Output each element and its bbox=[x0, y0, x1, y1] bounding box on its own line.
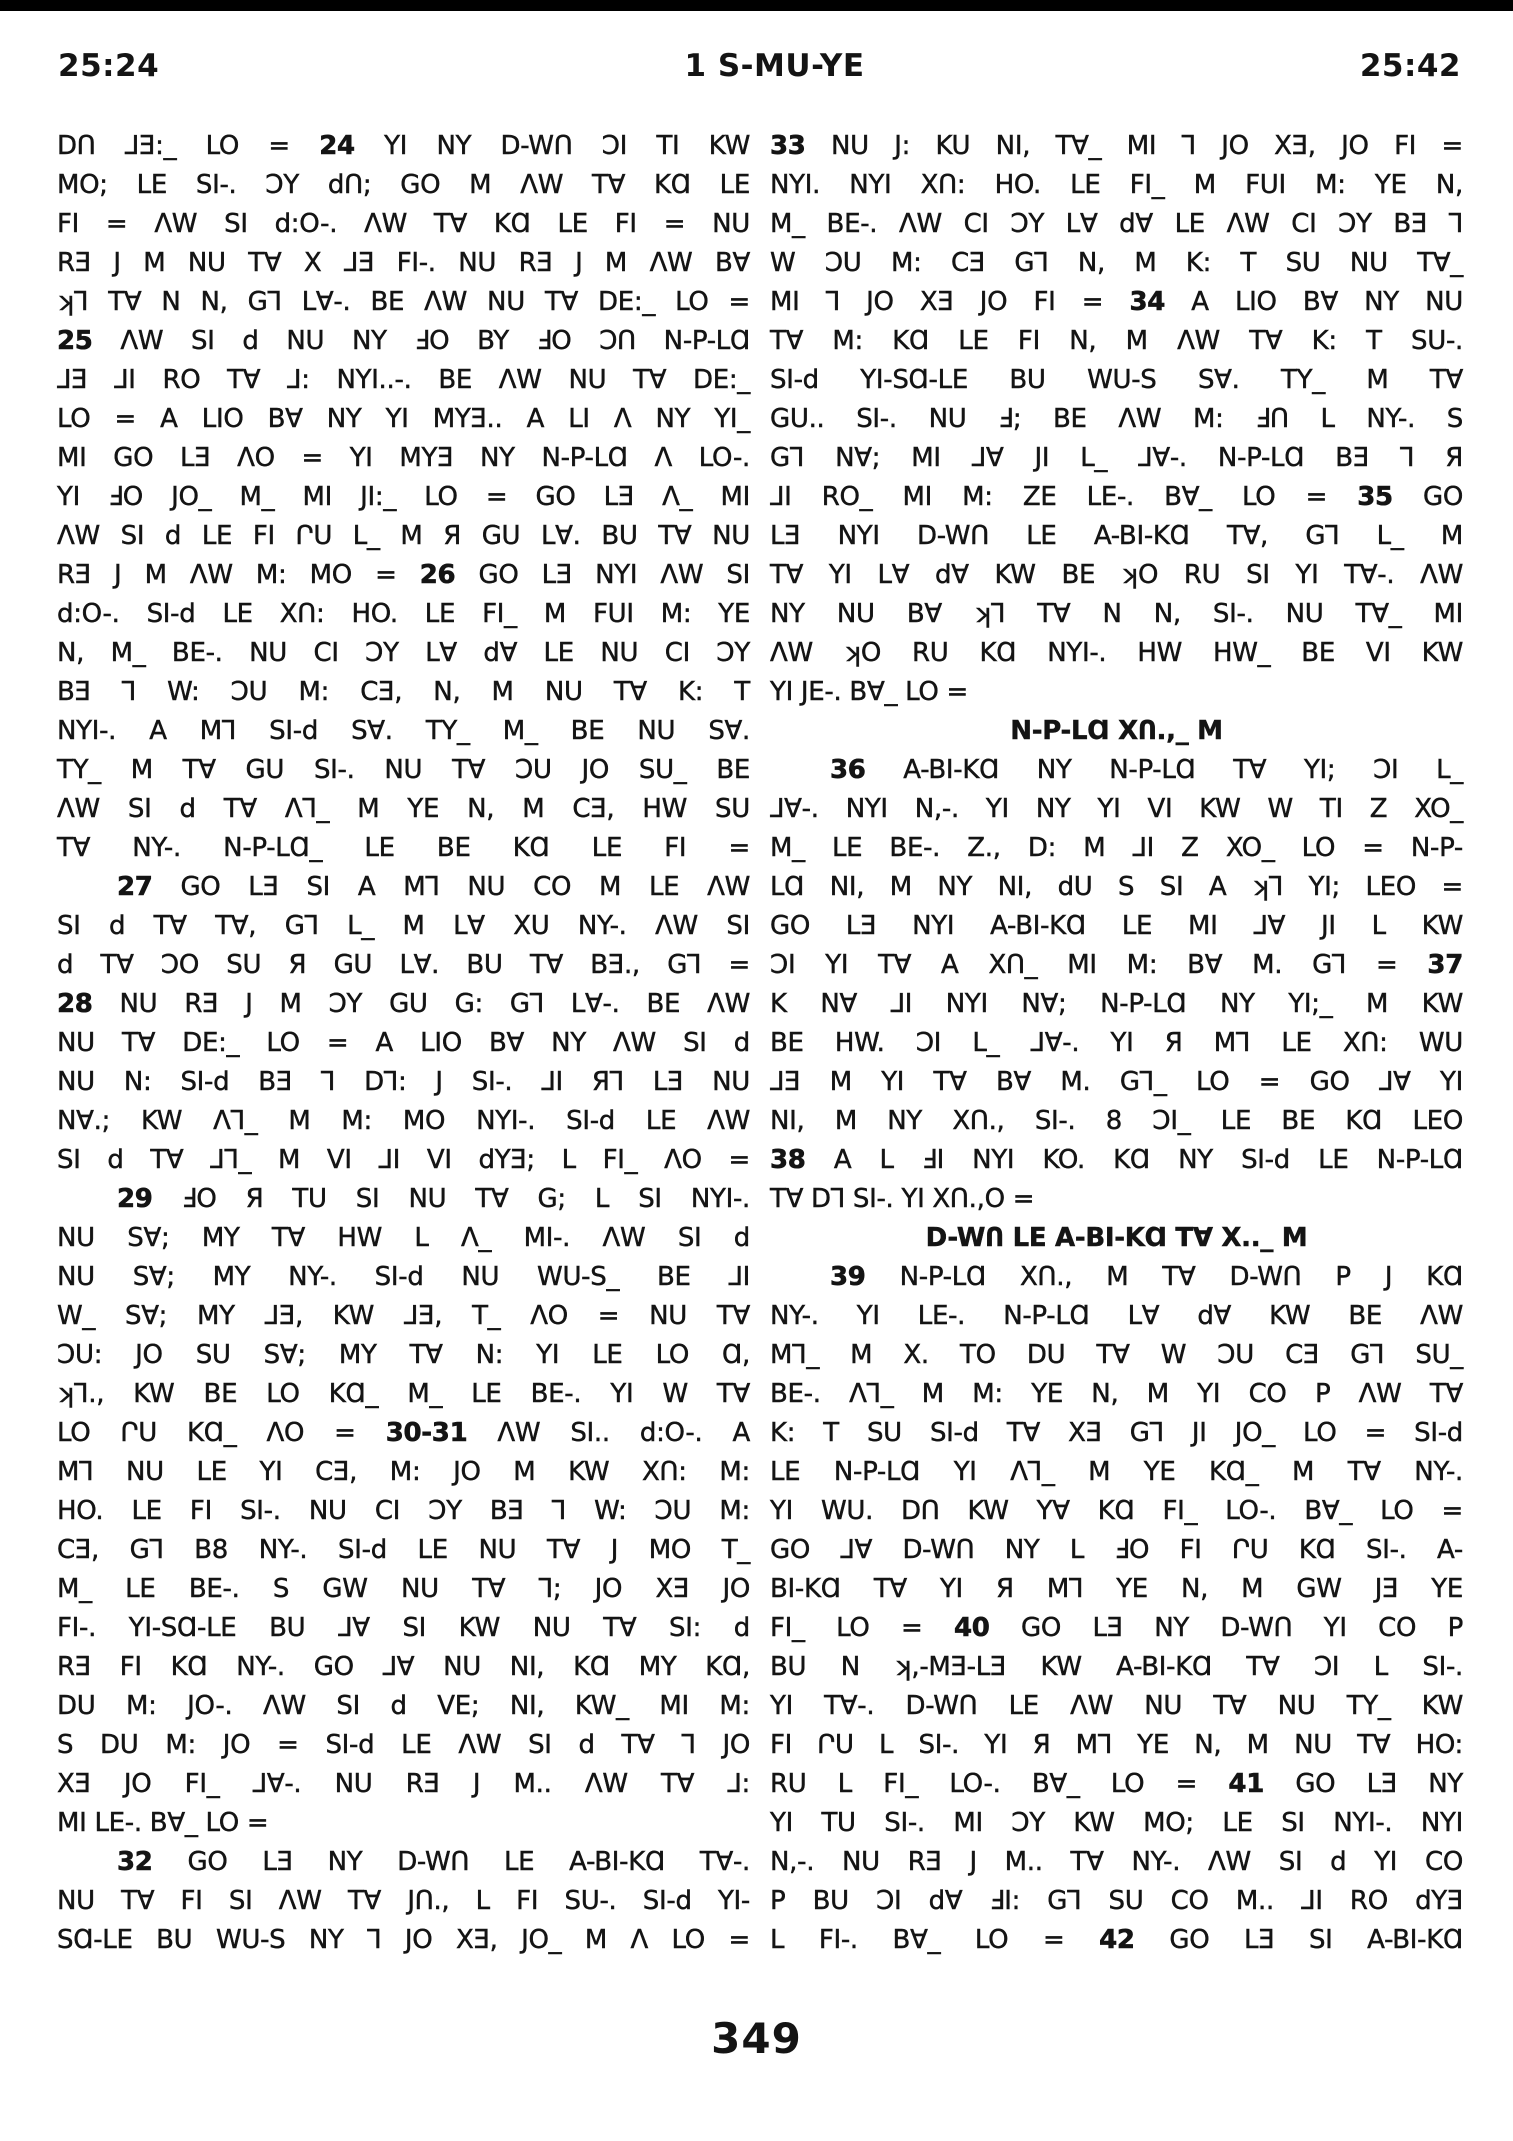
text-line: DՈ ⅃Ǝ:_ LO = 24 YI NY D-WՈ ƆI TI KW bbox=[57, 131, 750, 161]
text-line: ⅃Ǝ ⅃I RO T∀ ⅃: NYI..-. BE ɅW NU T∀ DE:_ bbox=[57, 365, 750, 395]
text-line: FI ՐU L SI-. YI Я M⅂ YE N, M NU T∀ HO: bbox=[770, 1730, 1463, 1760]
text-line: GO LƎ NYI A-BI-KⱭ LE MI ⅃∀ JI L KW bbox=[770, 911, 1463, 941]
verse-number: 29 bbox=[117, 1184, 153, 1214]
text-line: T∀ NY-. N-P-LⱭ_ LE BE KⱭ LE FI = bbox=[57, 833, 750, 863]
text-line: SI-d YI-SⱭ-LE BU WU-S S∀. TY_ M T∀ bbox=[770, 365, 1463, 395]
text-line: K N∀ ⅃I NYI N∀; N-P-LⱭ NY YI;_ M KW bbox=[770, 989, 1463, 1019]
text-line: RƎ FI KⱭ NY-. GO ⅃∀ NU NI, KⱭ MY KⱭ, bbox=[57, 1652, 750, 1682]
text-line: LⱭ NI, M NY NI, dU S SI A ʞ⅂ YI; LEO = bbox=[770, 872, 1463, 902]
text-line: NY NU B∀ ʞ⅂ T∀ N N, SI-. NU T∀_ MI bbox=[770, 599, 1463, 629]
page-top-edge-bar bbox=[0, 0, 1513, 11]
text-column-right bbox=[770, 127, 1463, 1960]
text-line: BU N ʞ,-MƎ-LƎ KW A-BI-KⱭ T∀ ƆI L SI-. bbox=[770, 1652, 1463, 1682]
verse-number: 37 bbox=[1427, 950, 1463, 980]
text-line: SI d T∀ ⅃⅂_ M VI ⅃I VI dYƎ; L FI_ ɅO = bbox=[57, 1145, 750, 1175]
header-right-reference: 25:42 bbox=[1359, 48, 1461, 84]
text-line: GO ⅃∀ D-WՈ NY L ℲO FI ՐU KⱭ SI-. A- bbox=[770, 1535, 1463, 1565]
verse-number: 28 bbox=[57, 989, 93, 1019]
text-line: M_ LE BE-. S GW NU T∀ ⅂; JO XƎ JO bbox=[57, 1574, 750, 1604]
text-line: ʞ⅂., KW BE LO KⱭ_ M_ LE BE-. YI W T∀ bbox=[57, 1379, 750, 1409]
text-line: LO ՐU KⱭ_ ɅO = 30-31 ɅW SI.. d:O-. A bbox=[57, 1418, 750, 1448]
text-line: 25 ɅW SI d NU NY ℲO BY ℲO ƆՈ N-P-LⱭ bbox=[57, 326, 750, 356]
text-line: 38 A L ℲI NYI KO. KⱭ NY SI-d LE N-P-LⱭ bbox=[770, 1145, 1463, 1175]
verse-number: 41 bbox=[1228, 1769, 1265, 1799]
text-line: ɅW ʞO RU KⱭ NYI-. HW HW_ BE VI KW bbox=[770, 638, 1463, 668]
text-line: N,-. NU RƎ J M.. T∀ NY-. ɅW SI d YI CO bbox=[770, 1847, 1463, 1877]
text-line: M⅂ NU LE YI CƎ, M: JO M KW XՈ: M: bbox=[57, 1457, 750, 1487]
text-line: RƎ J M NU T∀ X ⅃Ǝ FI-. NU RƎ J M ɅW B∀ bbox=[57, 248, 750, 278]
text-line: ƆU: JO SU S∀; MY T∀ N: YI LE LO Ɑ, bbox=[57, 1340, 750, 1370]
text-line: N∀.; KW Ʌ⅂_ M M: MO NYI-. SI-d LE ɅW bbox=[57, 1106, 750, 1136]
text-line: BE-. Ʌ⅂_ M M: YE N, M YI CO P ɅW T∀ bbox=[770, 1379, 1463, 1409]
text-column-left bbox=[57, 127, 750, 1960]
text-line: BI-KⱭ T∀ YI Я M⅂ YE N, M GW JƎ YE bbox=[770, 1574, 1463, 1604]
header-left-reference: 25:24 bbox=[58, 48, 160, 84]
text-line: NU N: SI-d BƎ ⅂ D⅂: J SI-. ⅃I Я⅂ LƎ NU bbox=[57, 1067, 750, 1097]
text-line: NU T∀ DE:_ LO = A LIO B∀ NY ɅW SI d bbox=[57, 1028, 750, 1058]
verse-number: 30-31 bbox=[385, 1418, 468, 1448]
text-line: DU M: JO-. ɅW SI d VE; NI, KW_ MI M: bbox=[57, 1691, 750, 1721]
text-line: ⅃∀-. NYI N,-. YI NY YI VI KW W TI Z XO_ bbox=[770, 794, 1463, 824]
text-line: 32 GO LƎ NY D-WՈ LE A-BI-KⱭ T∀-. bbox=[117, 1847, 750, 1877]
text-line: P BU ƆI d∀ ℲI: G⅂ SU CO M.. ⅃I RO dYƎ bbox=[770, 1886, 1463, 1916]
verse-number: 36 bbox=[830, 755, 866, 785]
text-line: ƆI YI T∀ A XՈ_ MI M: B∀ M. G⅂ = 37 bbox=[770, 950, 1463, 980]
text-line: d:O-. SI-d LE XՈ: HO. LE FI_ M FUI M: YE bbox=[57, 599, 750, 629]
verse-number: 34 bbox=[1129, 287, 1166, 317]
text-line: ⅃Ǝ M YI T∀ B∀ M. G⅂_ LO = GO ⅃∀ YI bbox=[770, 1067, 1463, 1097]
text-line: TY_ M T∀ GU SI-. NU T∀ ƆU JO SU_ BE bbox=[57, 755, 750, 785]
text-line: BE HW. ƆI L_ ⅃∀-. YI Я M⅂ LE XՈ: WU bbox=[770, 1028, 1463, 1058]
text-line: ⅃I RO_ MI M: ZE LE-. B∀_ LO = 35 GO bbox=[770, 482, 1464, 512]
text-line: HO. LE FI SI-. NU CI ƆY BƎ ⅂ W: ƆU M: bbox=[57, 1496, 750, 1526]
verse-number: 27 bbox=[117, 872, 153, 902]
header-book-title: 1 S-MU-YE bbox=[684, 48, 865, 84]
section-heading: N-P-LⱭ XՈ.,_ M bbox=[1010, 716, 1223, 746]
text-line: M_ LE BE-. Z., D: M ⅃I Z XO_ LO = N-P- bbox=[770, 833, 1463, 863]
text-line: LO = A LIO B∀ NY YI MYƎ.. A LI Ʌ NY YI_ bbox=[57, 404, 750, 434]
verse-number: 39 bbox=[830, 1262, 866, 1292]
verse-number: 35 bbox=[1357, 482, 1393, 512]
text-line: FI_ LO = 40 GO LƎ NY D-WՈ YI CO P bbox=[770, 1613, 1464, 1643]
text-line: YI T∀-. D-WՈ LE ɅW NU T∀ NU TY_ KW bbox=[770, 1691, 1463, 1721]
text-line: NU T∀ FI SI ɅW T∀ JՈ., L FI SU-. SI-d YI- bbox=[57, 1886, 750, 1916]
text-line: T∀ YI L∀ d∀ KW BE ʞO RU SI YI T∀-. ɅW bbox=[770, 560, 1463, 590]
running-header bbox=[0, 48, 1513, 88]
text-line: SI d T∀ T∀, G⅂ L_ M L∀ XU NY-. ɅW SI bbox=[57, 911, 750, 941]
text-line: 28 NU RƎ J M ƆY GU G: G⅂ L∀-. BE ɅW bbox=[57, 989, 750, 1019]
text-line: NY-. YI LE-. N-P-LⱭ L∀ d∀ KW BE ɅW bbox=[770, 1301, 1463, 1331]
text-line: YI ℲO JO_ M_ MI JI:_ LO = GO LƎ Ʌ_ MI bbox=[57, 482, 750, 512]
verse-number: 24 bbox=[319, 131, 355, 161]
text-line: YI TU SI-. MI ƆY KW MO; LE SI NYI-. NYI bbox=[770, 1808, 1463, 1838]
text-line: RU L FI_ LO-. B∀_ LO = 41 GO LƎ NY bbox=[770, 1769, 1464, 1799]
text-line: 29 ℲO Я TU SI NU T∀ G; L SI NYI-. bbox=[117, 1184, 750, 1214]
text-line: ɅW SI d LE FI ՐU L_ M Я GU L∀. BU T∀ NU bbox=[57, 521, 750, 551]
text-line: BƎ ⅂ W: ƆU M: CƎ, N, M NU T∀ K: T bbox=[57, 677, 750, 707]
text-line: MI LE-. B∀_ LO = bbox=[57, 1808, 269, 1838]
text-line: W_ S∀; MY ⅃Ǝ, KW ⅃Ǝ, T_ ɅO = NU T∀ bbox=[57, 1301, 750, 1331]
text-line: 27 GO LƎ SI A M⅂ NU CO M LE ɅW bbox=[117, 872, 750, 902]
text-line: LE N-P-LⱭ YI Ʌ⅂_ M YE KⱭ_ M T∀ NY-. bbox=[770, 1457, 1463, 1487]
text-line: SⱭ-LE BU WU-S NY ⅂ JO XƎ, JO_ M Ʌ LO = bbox=[57, 1925, 750, 1955]
text-line: MI ⅂ JO XƎ JO FI = 34 A LIO B∀ NY NU bbox=[770, 287, 1463, 317]
text-line: NU S∀; MY T∀ HW L Ʌ_ MI-. ɅW SI d bbox=[57, 1223, 750, 1253]
text-line: M⅂_ M X. TO DU T∀ W ƆU CƎ G⅂ SU_ bbox=[770, 1340, 1463, 1370]
text-line: YI WU. DՈ KW Y∀ KⱭ FI_ LO-. B∀_ LO = bbox=[770, 1496, 1463, 1526]
text-line: S DU M: JO = SI-d LE ɅW SI d T∀ ⅂ JO bbox=[57, 1730, 750, 1760]
text-line: L FI-. B∀_ LO = 42 GO LƎ SI A-BI-KⱭ bbox=[770, 1925, 1463, 1955]
text-line: W ƆU M: CƎ G⅂ N, M K: T SU NU T∀_ bbox=[770, 248, 1463, 278]
text-line: MI GO LƎ ɅO = YI MYƎ NY N-P-LⱭ Ʌ LO-. bbox=[57, 443, 750, 473]
text-line: K: T SU SI-d T∀ XƎ G⅂ JI JO_ LO = SI-d bbox=[770, 1418, 1463, 1448]
text-line: N, M_ BE-. NU CI ƆY L∀ d∀ LE NU CI ƆY bbox=[57, 638, 750, 668]
text-line: NI, M NY XՈ., SI-. 8 ƆI_ LE BE KⱭ LEO bbox=[770, 1106, 1463, 1136]
verse-number: 33 bbox=[770, 131, 806, 161]
text-line: 36 A-BI-KⱭ NY N-P-LⱭ T∀ YI; ƆI L_ bbox=[830, 755, 1463, 785]
text-line: RƎ J M ɅW M: MO = 26 GO LƎ NYI ɅW SI bbox=[57, 560, 751, 590]
verse-number: 40 bbox=[953, 1613, 990, 1643]
verse-number: 26 bbox=[419, 560, 456, 590]
text-line: T∀ M: KⱭ LE FI N, M ɅW T∀ K: T SU-. bbox=[770, 326, 1463, 356]
text-line: XƎ JO FI_ ⅃∀-. NU RƎ J M.. ɅW T∀ ⅃: bbox=[57, 1769, 750, 1799]
text-line: CƎ, G⅂ B8 NY-. SI-d LE NU T∀ J MO T_ bbox=[57, 1535, 750, 1565]
page-number: 349 bbox=[711, 2014, 802, 2063]
verse-number: 38 bbox=[770, 1145, 806, 1175]
text-line: FI-. YI-SⱭ-LE BU ⅃∀ SI KW NU T∀ SI: d bbox=[57, 1613, 750, 1643]
text-line: M_ BE-. ɅW CI ƆY L∀ d∀ LE ɅW CI ƆY BƎ ⅂ bbox=[770, 209, 1463, 239]
text-line: MO; LE SI-. ƆY dՈ; GO M ɅW T∀ KⱭ LE bbox=[57, 170, 750, 200]
section-heading: D-WՈ LE A-BI-KⱭ T∀ X.._ M bbox=[925, 1223, 1308, 1253]
text-line: 33 NU J: KU NI, T∀_ MI ⅂ JO XƎ, JO FI = bbox=[770, 131, 1463, 161]
text-line: ɅW SI d T∀ Ʌ⅂_ M YE N, M CƎ, HW SU bbox=[57, 794, 750, 824]
text-line: YI JE-. B∀_ LO = bbox=[770, 677, 968, 707]
text-line: ʞ⅂ T∀ N N, G⅂ L∀-. BE ɅW NU T∀ DE:_ LO = bbox=[57, 287, 750, 317]
text-line: G⅂ N∀; MI ⅃∀ JI L_ ⅃∀-. N-P-LⱭ BƎ ⅂ Я bbox=[770, 443, 1463, 473]
text-line: NYI. NYI XՈ: HO. LE FI_ M FUI M: YE N, bbox=[770, 170, 1463, 200]
text-line: NYI-. A M⅂ SI-d S∀. TY_ M_ BE NU S∀. bbox=[57, 716, 750, 746]
text-line: GU.. SI-. NU Ⅎ; BE ɅW M: ℲՈ L NY-. S bbox=[770, 404, 1463, 434]
text-line: 39 N-P-LⱭ XՈ., M T∀ D-WՈ P J KⱭ bbox=[830, 1262, 1463, 1292]
verse-number: 42 bbox=[1099, 1925, 1135, 1955]
text-line: FI = ɅW SI d:O-. ɅW T∀ KⱭ LE FI = NU bbox=[57, 209, 750, 239]
text-line: NU S∀; MY NY-. SI-d NU WU-S_ BE ⅃I bbox=[57, 1262, 750, 1292]
text-line: d T∀ ƆO SU Я GU L∀. BU T∀ BƎ., G⅂ = bbox=[57, 950, 750, 980]
verse-number: 25 bbox=[57, 326, 93, 356]
text-line: T∀ D⅂ SI-. YI XՈ.,O = bbox=[770, 1184, 1035, 1214]
verse-number: 32 bbox=[117, 1847, 153, 1877]
text-line: LƎ NYI D-WՈ LE A-BI-KⱭ T∀, G⅂ L_ M bbox=[770, 521, 1463, 551]
